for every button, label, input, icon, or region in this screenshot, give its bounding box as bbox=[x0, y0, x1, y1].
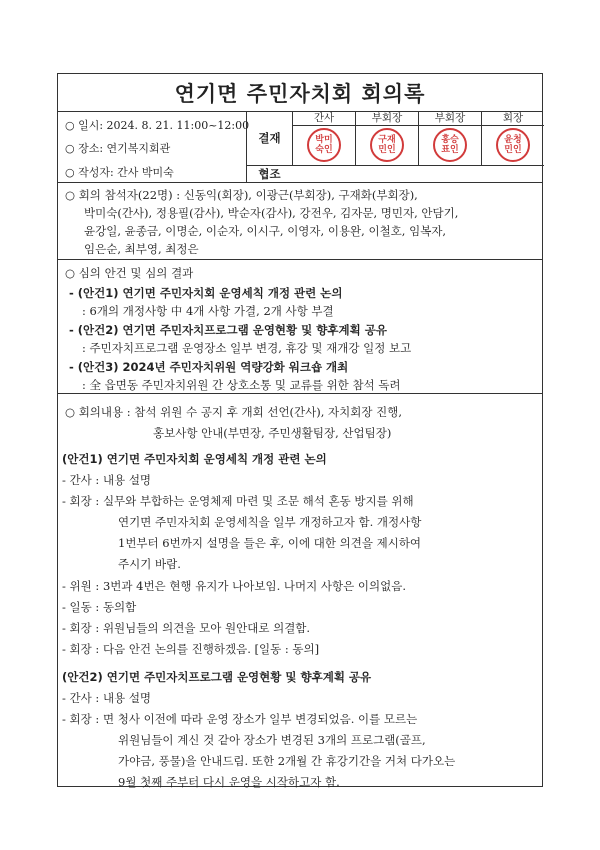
seal-stamp: 구재 민인 bbox=[370, 128, 404, 162]
minutes-line: - 회장 : 위원님들의 의견을 모아 원안대로 의결함. bbox=[62, 621, 311, 635]
agenda-item-title: - (안건2) 연기면 주민자치프로그램 운영현황 및 향후계획 공유 bbox=[69, 323, 387, 337]
attendees-line: 박미숙(간사), 정용필(감사), 박순자(감사), 강전우, 김자문, 명민자, 안담기, bbox=[84, 206, 459, 220]
minutes-line: - 회장 : 실무와 부합하는 운영체제 마련 및 조문 해석 혼동 방지를 위해 bbox=[62, 494, 414, 508]
meeting-info bbox=[58, 111, 250, 182]
agenda-heading: ○ 심의 안건 및 심의 결과 bbox=[65, 266, 194, 280]
attendees-line: ○ 회의 참석자(22명) : 신동익(회장), 이광근(부회장), 구재화(부회장), bbox=[65, 188, 418, 202]
minutes-content-section bbox=[58, 393, 542, 788]
attendees-section bbox=[58, 182, 542, 259]
attendees-line: 임은순, 최부영, 최정은 bbox=[84, 242, 199, 256]
approval-column-vice-chair bbox=[355, 111, 418, 166]
agenda-item-title: - (안건1) 연기면 주민자치회 운영세칙 개정 관련 논의 bbox=[69, 286, 343, 300]
approval-column-chair bbox=[481, 111, 544, 166]
agenda-item-result: : 주민자치프로그램 운영장소 일부 변경, 휴강 및 재개강 일정 보고 bbox=[82, 341, 412, 355]
document-title: 연기면 주민자치회 회의록 bbox=[58, 74, 542, 112]
approval-role: 회장 bbox=[482, 111, 544, 126]
approval-label: 결재 bbox=[246, 111, 292, 166]
minutes-intro: 홍보사항 안내(부면장, 주민생활팀장, 산업팀장) bbox=[153, 426, 392, 440]
minutes-line: 연기면 주민자치회 운영세칙을 일부 개정하고자 함. 개정사항 bbox=[118, 515, 422, 529]
agenda2-title: (안건2) 연기면 주민자치프로그램 운영현황 및 향후계획 공유 bbox=[62, 670, 372, 684]
minutes-line: 9월 첫째 주부터 다시 운영을 시작하고자 함. bbox=[118, 775, 340, 789]
minutes-line: 가야금, 풍물)을 안내드림. 또한 2개월 간 휴강기간을 거쳐 다가오는 bbox=[118, 754, 456, 768]
approval-role: 부회장 bbox=[356, 111, 418, 126]
agenda-item-title: - (안건3) 2024년 주민자치위원 역량강화 워크숍 개최 bbox=[69, 360, 349, 374]
approval-column-vice-chair bbox=[418, 111, 481, 166]
meeting-place: ○ 장소: 연기복지회관 bbox=[65, 142, 171, 155]
minutes-line: - 회장 : 다음 안건 논의를 진행하겠음. [일동 : 동의] bbox=[62, 642, 320, 656]
minutes-line: - 간사 : 내용 설명 bbox=[62, 691, 152, 705]
approval-column-secretary bbox=[292, 111, 355, 166]
cooperation-label: 협조 bbox=[246, 166, 292, 182]
minutes-line: - 회장 : 면 청사 이전에 따라 운영 장소가 일부 변경되었음. 이를 모르는 bbox=[62, 712, 418, 726]
meeting-writer: ○ 작성자: 간사 박미숙 bbox=[65, 166, 174, 179]
seal-stamp: 윤청 민인 bbox=[496, 128, 530, 162]
minutes-intro: ○ 회의내용 : 참석 위원 수 공지 후 개회 선언(간사), 자치회장 진행, bbox=[65, 405, 403, 419]
minutes-line: 1번부터 6번까지 설명을 들은 후, 이에 대한 의견을 제시하여 bbox=[118, 536, 422, 550]
approval-role: 부회장 bbox=[419, 111, 481, 126]
agenda1-title: (안건1) 연기면 주민자치회 운영세칙 개정 관련 논의 bbox=[62, 452, 327, 466]
agenda-item-result: : 全 읍면동 주민자치위원 간 상호소통 및 교류를 위한 참석 독려 bbox=[82, 378, 401, 392]
agenda-item-result: : 6개의 개정사항 中 4개 사항 가결, 2개 사항 부결 bbox=[82, 304, 334, 318]
approval-role: 간사 bbox=[293, 111, 355, 126]
minutes-line: - 일동 : 동의함 bbox=[62, 600, 137, 614]
meeting-date: ○ 일시: 2024. 8. 21. 11:00~12:00 bbox=[65, 119, 250, 132]
cooperation-cell bbox=[292, 166, 544, 182]
minutes-document bbox=[57, 73, 543, 787]
minutes-line: 주시기 바람. bbox=[118, 557, 181, 571]
minutes-line: 위원님들이 계신 것 같아 장소가 변경된 3개의 프로그램(골프, bbox=[118, 733, 426, 747]
seal-stamp: 홍승 표인 bbox=[433, 128, 467, 162]
agenda-results-section bbox=[58, 259, 542, 393]
minutes-line: - 간사 : 내용 설명 bbox=[62, 473, 152, 487]
minutes-line: - 위원 : 3번과 4번은 현행 유지가 나아보임. 나머지 사항은 이의없음. bbox=[62, 579, 406, 593]
seal-stamp: 박미 숙인 bbox=[307, 128, 341, 162]
attendees-line: 윤강일, 윤종금, 이명순, 이순자, 이시구, 이영자, 이용완, 이철호, 임복자, bbox=[84, 224, 447, 238]
